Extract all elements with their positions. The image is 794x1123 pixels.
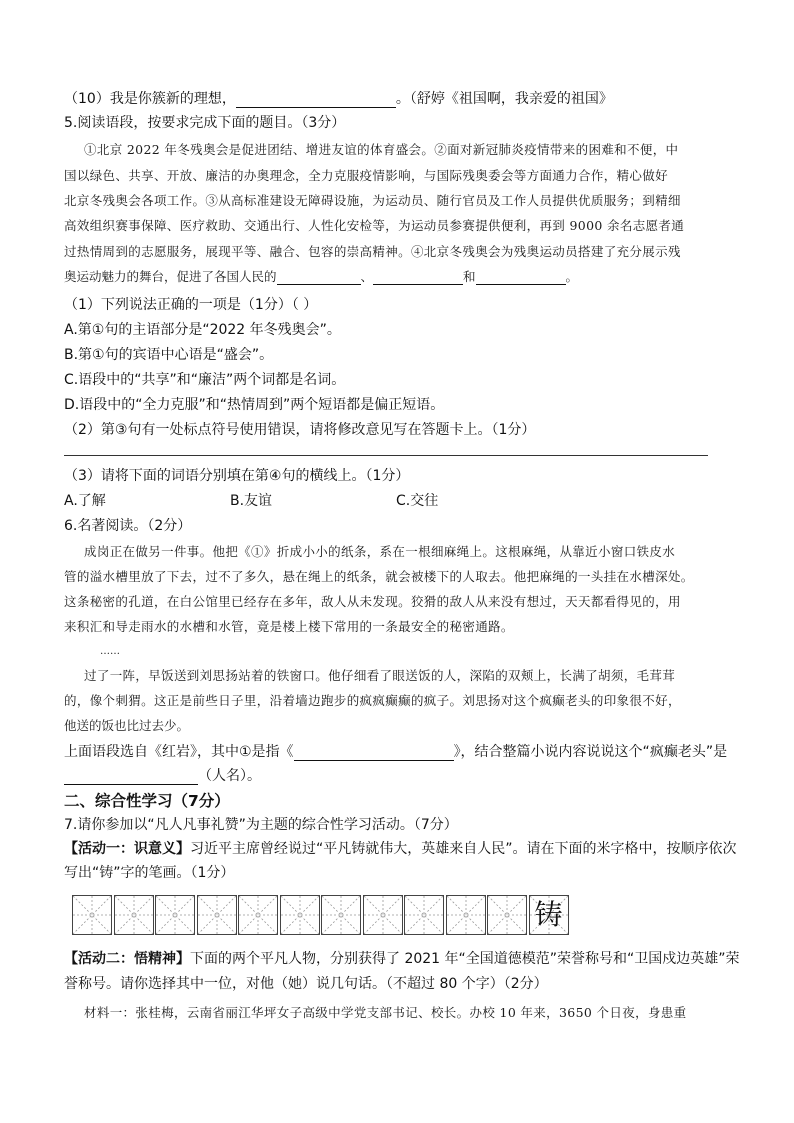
- activity2-label: 【活动二：悟精神】: [64, 951, 190, 967]
- q6-question-line2: [64, 767, 261, 785]
- zhu-character: 铸: [534, 898, 563, 931]
- q6-question-part3: （人名）。: [198, 768, 261, 784]
- mizi-cell[interactable]: [197, 895, 237, 935]
- q5-passage-line: ①北京 2022 年冬残奥会是促进团结、增进友谊的体育盛会。②面对新冠肺炎疫情带来的困难和不便，中: [84, 142, 679, 157]
- mizi-cell[interactable]: [238, 895, 278, 935]
- activity2-text: 下面的两个平凡人物，分别获得了 2021 年“全国道德模范”荣誉称号和“卫国戍边英雄”荣: [190, 951, 740, 967]
- answer-blank-name[interactable]: [64, 770, 198, 785]
- q7-title: 7.请你参加以“凡人凡事礼赞”为主题的综合性学习活动。（7分）: [64, 817, 458, 833]
- q5-choice-a[interactable]: A.了解: [64, 493, 106, 509]
- q5-choice-c[interactable]: C.交往: [396, 493, 439, 509]
- blank-separator: 、: [360, 269, 374, 284]
- mizi-cell[interactable]: [487, 895, 527, 935]
- q4-item10-suffix: 。（舒婷《祖国啊，我亲爱的祖国》: [395, 91, 613, 107]
- answer-blank-2[interactable]: [373, 270, 463, 285]
- q6-passage2-line: 的，像个刺猬。这正是前些日子里，沿着墙边跑步的疯疯癫癫的疯子。刘思扬对这个疯癫老头的印象很不好，: [64, 693, 681, 708]
- q5-passage-line: 高效组织赛事保障、医疗救助、交通出行、人性化安检等，为运动员参赛提供便利，再到 9000 余名志愿者通: [64, 218, 685, 233]
- q6-passage1-line: 成岗正在做另一件事。他把《①》折成小小的纸条，系在一根细麻绳上。这根麻绳，从靠近小窗口铁皮水: [84, 544, 676, 559]
- mizi-cell-character: [529, 895, 569, 935]
- activity1-text: 习近平主席曾经说过“平凡铸就伟大，英雄来自人民”。请在下面的米字格中，按顺序依次: [190, 841, 737, 857]
- q6-passage1-line: 来积汇和导走雨水的水槽和水管，竟是楼上楼下常用的一条最安全的秘密通路。: [64, 619, 514, 634]
- q4-item10-prefix: （10）我是你簇新的理想，: [64, 91, 236, 107]
- q4-item10-line: [64, 90, 613, 108]
- q6-passage1-line: 这条秘密的孔道，在白公馆里已经存在多年，敌人从未发现。狡猾的敌人从来没有想过，天天都看得见的，用: [64, 594, 681, 609]
- q7-activity2-line1: [64, 950, 740, 968]
- blank-end: 。: [565, 269, 579, 284]
- mizi-cell[interactable]: [114, 895, 154, 935]
- q7-activity1-line1: [64, 840, 737, 858]
- q5-passage-last-line: [64, 269, 578, 285]
- q5-passage-line: 奥运动魅力的舞台，促进了各国人民的: [64, 269, 277, 284]
- mizi-cell[interactable]: [404, 895, 444, 935]
- q5-sub3-stem: （3）请将下面的词语分别填在第④句的横线上。（1分）: [64, 468, 410, 484]
- q5-sub2: （2）第③句有一处标点符号使用错误，请将修改意见写在答题卡上。（1分）: [64, 422, 536, 438]
- q5-passage-line: 北京冬残奥会各项工作。③从高标准建设无障碍设施，为运动员、随行官员及工作人员提供优质服务；到精细: [64, 193, 681, 208]
- q5-passage-line: 国以绿色、共享、开放、廉洁的办奥理念，全力克服疫情影响，与国际残奥委会等方面通力合作，精心做好: [64, 168, 668, 183]
- mizi-cell[interactable]: [321, 895, 361, 935]
- blank-separator: 和: [463, 269, 476, 284]
- q6-question-line1: [64, 743, 727, 761]
- q5-option-a[interactable]: A.第①句的主语部分是“2022 年冬残奥会”。: [64, 322, 341, 338]
- q6-passage1-line: 管的溢水槽里放了下去，过不了多久，悬在绳上的纸条，就会被楼下的人取去。他把麻绳的一头挂在水槽深处。: [64, 569, 694, 584]
- mizi-cell[interactable]: [72, 895, 112, 935]
- q5-passage-line: 过热情周到的志愿服务，展现平等、融合、包容的崇高精神。④北京冬残奥会为残奥运动员搭建了充分展示残: [64, 244, 681, 259]
- q6-title: 6.名著阅读。（2分）: [64, 518, 192, 534]
- mizi-cell[interactable]: [363, 895, 403, 935]
- answer-blank-3[interactable]: [476, 270, 566, 285]
- answer-blank-1[interactable]: [277, 270, 361, 285]
- answer-blank-book[interactable]: [294, 746, 454, 761]
- q5-title: 5.阅读语段，按要求完成下面的题目。（3分）: [64, 115, 346, 131]
- q5-sub1-stem: （1）下列说法正确的一项是（1分）（ ）: [64, 297, 318, 313]
- q7-activity1-line2: 写出“铸”字的笔画。（1分）: [64, 865, 235, 881]
- q6-ellipsis: ……: [100, 646, 120, 657]
- mizi-grid: [72, 895, 570, 935]
- q5-choice-b[interactable]: B.友谊: [230, 493, 273, 509]
- mizi-cell[interactable]: [446, 895, 486, 935]
- q6-passage2-line: 他送的饭也比过去少。: [64, 718, 190, 733]
- activity1-label: 【活动一：识意义】: [64, 841, 190, 857]
- mizi-cell[interactable]: [155, 895, 195, 935]
- q6-question-part2: 》，结合整篇小说内容说说这个“疯癫老头”是: [453, 744, 728, 760]
- q5-option-d[interactable]: D.语段中的“全力克服”和“热情周到”两个短语都是偏正短语。: [64, 397, 445, 413]
- q6-passage2-line: 过了一阵，早饭送到刘思扬站着的铁窗口。他仔细看了眼送饭的人，深陷的双颊上，长满了胡须，毛茸茸: [84, 668, 676, 683]
- q7-activity2-line2: 誉称号。请你选择其中一位，对他（她）说几句话。（不超过 80 个字）（2分）: [64, 976, 548, 992]
- q5-option-b[interactable]: B.第①句的宾语中心语是“盛会”。: [64, 347, 274, 363]
- answer-blank[interactable]: [236, 93, 396, 108]
- q5-option-c[interactable]: C.语段中的“共享”和“廉洁”两个词都是名词。: [64, 372, 346, 388]
- mizi-cell[interactable]: [280, 895, 320, 935]
- q7-material1: 材料一：张桂梅，云南省丽江华坪女子高级中学党支部书记、校长。办校 10 年来，3650 个日夜，身患重: [84, 1005, 687, 1020]
- answer-line[interactable]: [64, 455, 708, 456]
- q6-question-part1: 上面语段选自《红岩》，其中①是指《: [64, 744, 294, 760]
- section-heading: 二、综合性学习（7分）: [64, 792, 230, 810]
